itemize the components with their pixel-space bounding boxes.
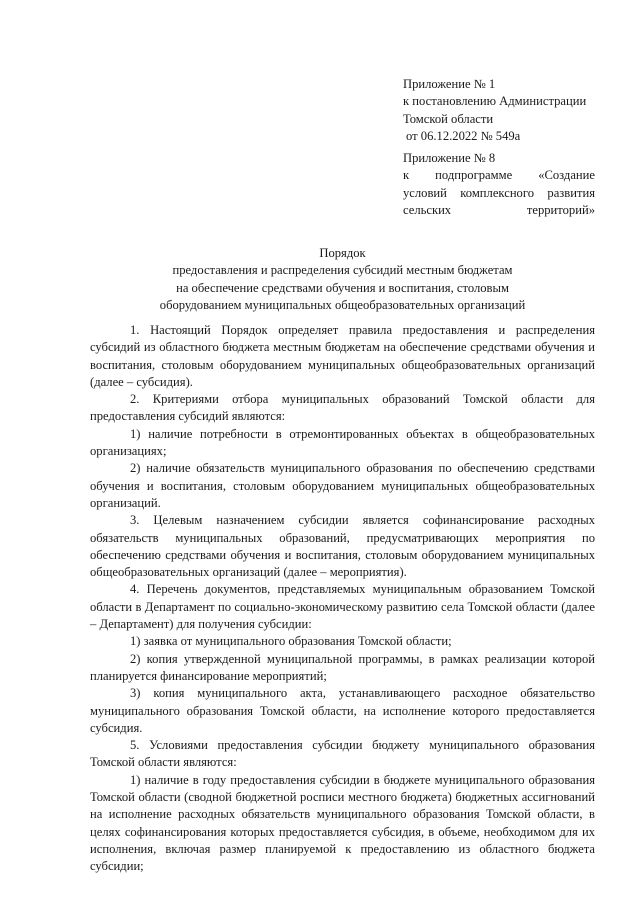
paragraph: 1) наличие потребности в отремонтированных объектах в общеобразовательных организациях; [90,426,595,459]
paragraph: 1. Настоящий Порядок определяет правила предоставления и распределения субсидий из областного бюджета местным бюджетам на обеспечение средствами обучения и воспитания, столовым оборудованием муниципальных общеобразовательных организаций (далее – субсидия). [90,323,595,389]
paragraph: 2) копия утвержденной муниципальной программы, в рамках реализации которой планируется финансирование мероприятий; [90,651,595,683]
paragraph: 2. Критериями отбора муниципальных образований Томской области для предоставления субсидий являются: [90,392,595,424]
appendix-1-date-line: от 06.12.2022 № 549а [406,128,521,143]
appendix-1-block [403,76,595,145]
title-line: на обеспечение средствами обучения и воспитания, столовым [176,280,509,295]
paragraph: 5. Условиями предоставления субсидии бюджету муниципального образования Томской области являются: [90,738,595,770]
paragraph: 3) копия муниципального акта, устанавливающего расходное обязательство муниципального образования Томской области, на исполнение которого предоставляется субсидия. [90,686,595,735]
paragraph: 2) наличие обязательств муниципального образования по обеспечению средствами обучения и воспитания, столовым оборудованием муниципальных общеобразовательных организаций. [90,461,595,510]
document-title [90,245,595,314]
appendix-1-line: Приложение № 1 [403,77,496,91]
title-line: оборудованием муниципальных общеобразовательных организаций [159,297,526,312]
appendix-8-block [403,150,595,219]
appendix-1-line: Томской области [403,111,494,126]
paragraph: 1) наличие в году предоставления субсидии в бюджете муниципального образования Томской области (сводной бюджетной росписи местного бюджета) бюджетных ассигнований на исполнение расходных обязательств муниципального образования Томской области, в целях софинансирования которых предоставляется субсидия, в объеме, необходимом для их исполнения, включая размер планируемой к предоставлению из областного бюджета субсидии; [90,772,595,874]
appendix-8-text: к подпрограмме «Создание условий комплексного развития сельских территорий» [403,168,595,217]
document-body [90,322,595,876]
paragraph: 3. Целевым назначением субсидии является софинансирование расходных обязательств муниципальных образований, предусматривающих мероприятия по обеспечению средствами обучения и воспитания, столовым оборудованием муниципальных общеобразовательных организаций (далее – мероприятия). [90,513,595,580]
title-line: Порядок [319,246,366,260]
paragraph: 1) заявка от муниципального образования Томской области; [130,634,452,649]
paragraph: 4. Перечень документов, представляемых муниципальным образованием Томской области в Департамент по социально-экономическому развитию села Томской области (далее – Департамент) для получения субсидии: [90,582,595,632]
title-line: предоставления и распределения субсидий местным бюджетам [172,263,513,278]
appendix-8-title: Приложение № 8 [403,151,496,165]
appendix-1-line: к постановлению Администрации [403,94,587,109]
